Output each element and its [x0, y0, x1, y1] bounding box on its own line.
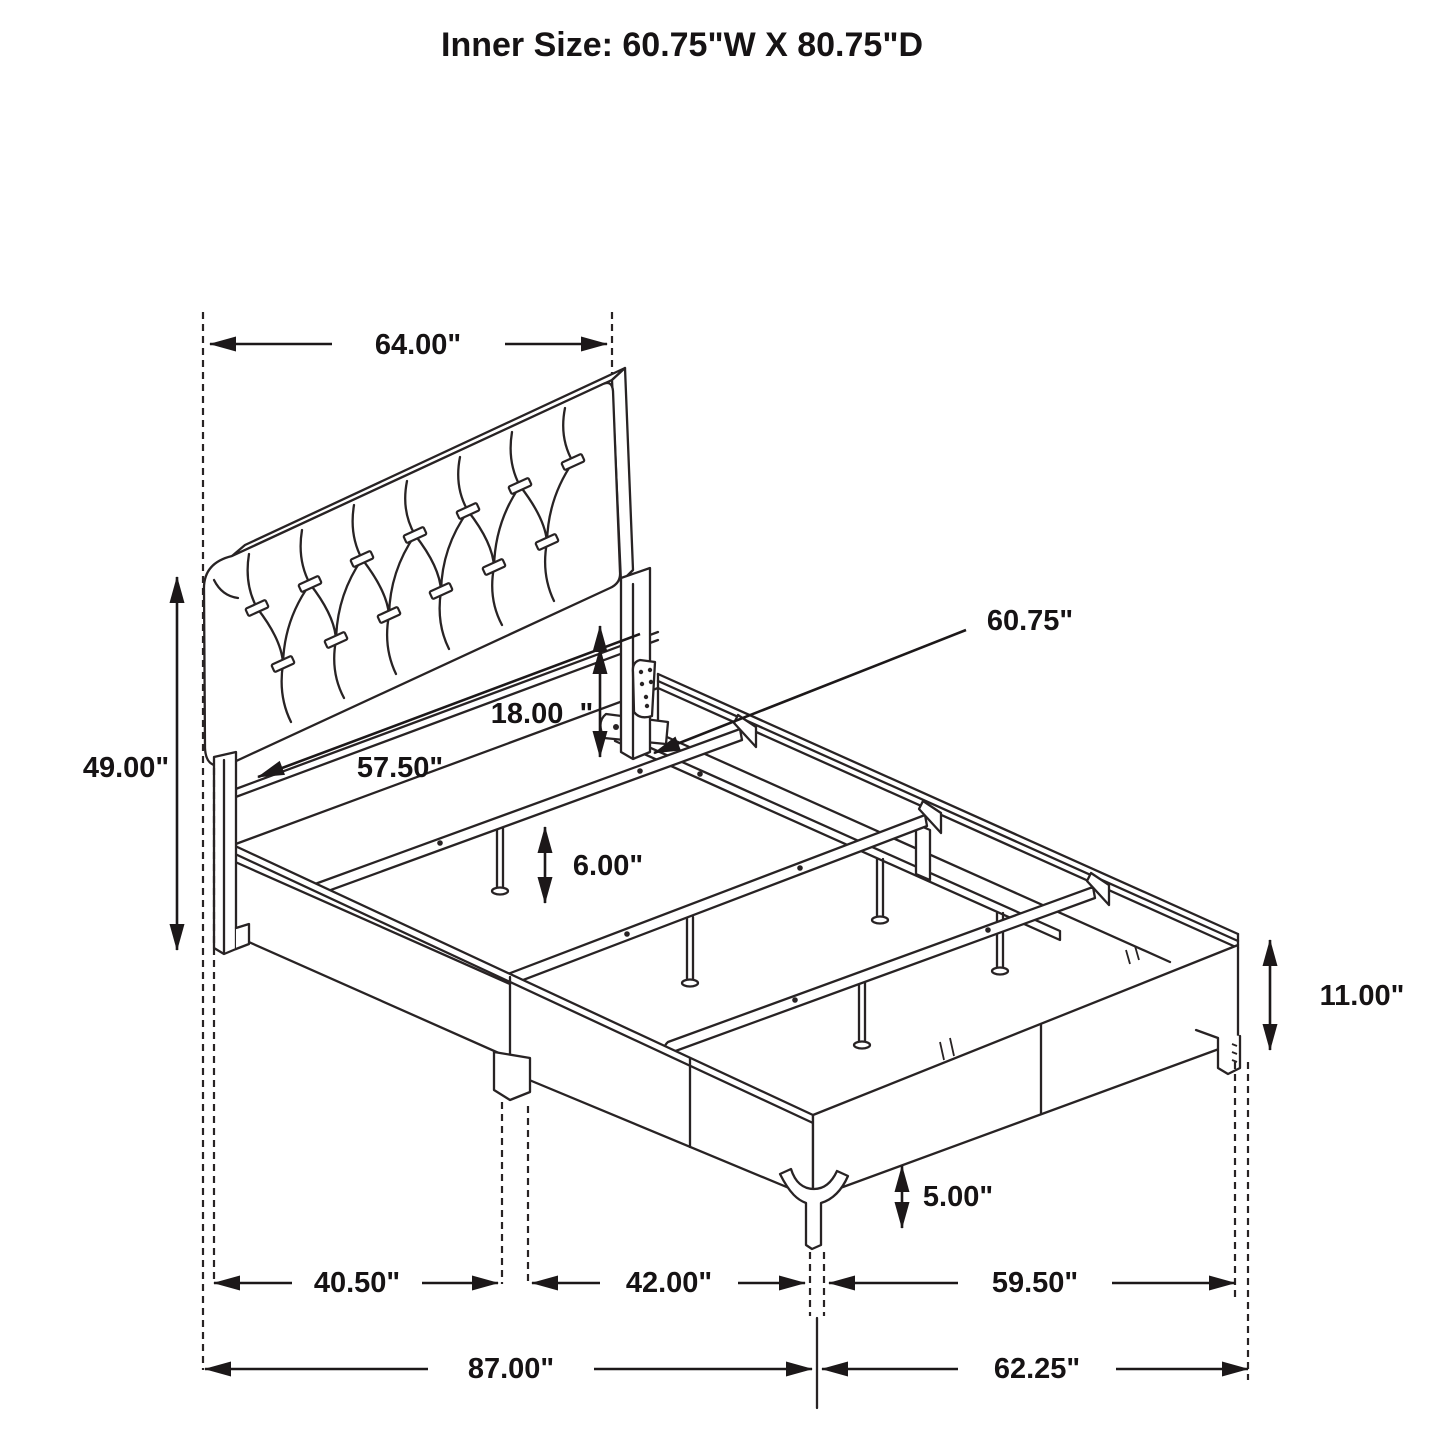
dim-label-footboard-height: 11.00" — [1319, 980, 1405, 1012]
dimension-headboard-to-center-leg — [214, 1267, 498, 1299]
rail-block-leg — [494, 1052, 530, 1100]
dim-label-overall-width: 62.25" — [993, 1353, 1081, 1385]
dimension-foot-end-width — [829, 1267, 1235, 1299]
dim-label-headboard-to-center-leg: 40.50" — [313, 1267, 401, 1299]
dim-label-foot-end-width: 59.50" — [991, 1267, 1079, 1299]
dim-label-headboard-height: 49.00" — [82, 752, 170, 784]
headboard-right-leg — [621, 568, 655, 759]
dimension-footboard-height — [1270, 940, 1404, 1050]
slat-hanger — [916, 824, 930, 880]
page-title: Inner Size: 60.75"W X 80.75"D — [441, 26, 923, 64]
dimension-slat-inner-width — [654, 605, 1073, 753]
dim-label-foot-leg-height: 5.00" — [922, 1181, 994, 1213]
dim-label-overall-length: 87.00" — [467, 1353, 555, 1385]
dim-label-center-leg-to-foot: 42.00" — [625, 1267, 713, 1299]
bed-frame — [233, 632, 1240, 1249]
dimension-center-leg-to-foot — [532, 1267, 805, 1299]
dim-label-headboard-width: 64.00" — [374, 329, 462, 361]
extension-lines — [203, 312, 1248, 1408]
dim-label-center-leg-height: 6.00" — [572, 850, 644, 882]
deck-ticks — [1126, 946, 1139, 964]
seam-ticks — [940, 1038, 954, 1060]
dimension-overall-length — [205, 1353, 812, 1385]
dimension-headboard-width — [210, 329, 607, 361]
dimension-foot-leg-height — [902, 1166, 993, 1228]
slat — [312, 715, 756, 895]
slat-leg — [682, 917, 698, 987]
dim-label-slat-inner-width: 60.75" — [986, 605, 1074, 637]
slat-leg — [492, 825, 508, 895]
dim-label-headboard-panel-width: 57.50" — [356, 752, 444, 784]
rail-hook-bracket — [633, 660, 655, 717]
slat-leg — [854, 980, 870, 1049]
dimension-headboard-above-rail — [491, 626, 600, 757]
dimension-overall-width — [822, 1353, 1248, 1385]
center-rail-leg — [872, 859, 888, 924]
dimension-headboard-height — [83, 577, 177, 950]
dim-label-headboard-above-rail: 18.00 " — [490, 698, 594, 730]
dimension-center-leg-height — [545, 827, 643, 903]
